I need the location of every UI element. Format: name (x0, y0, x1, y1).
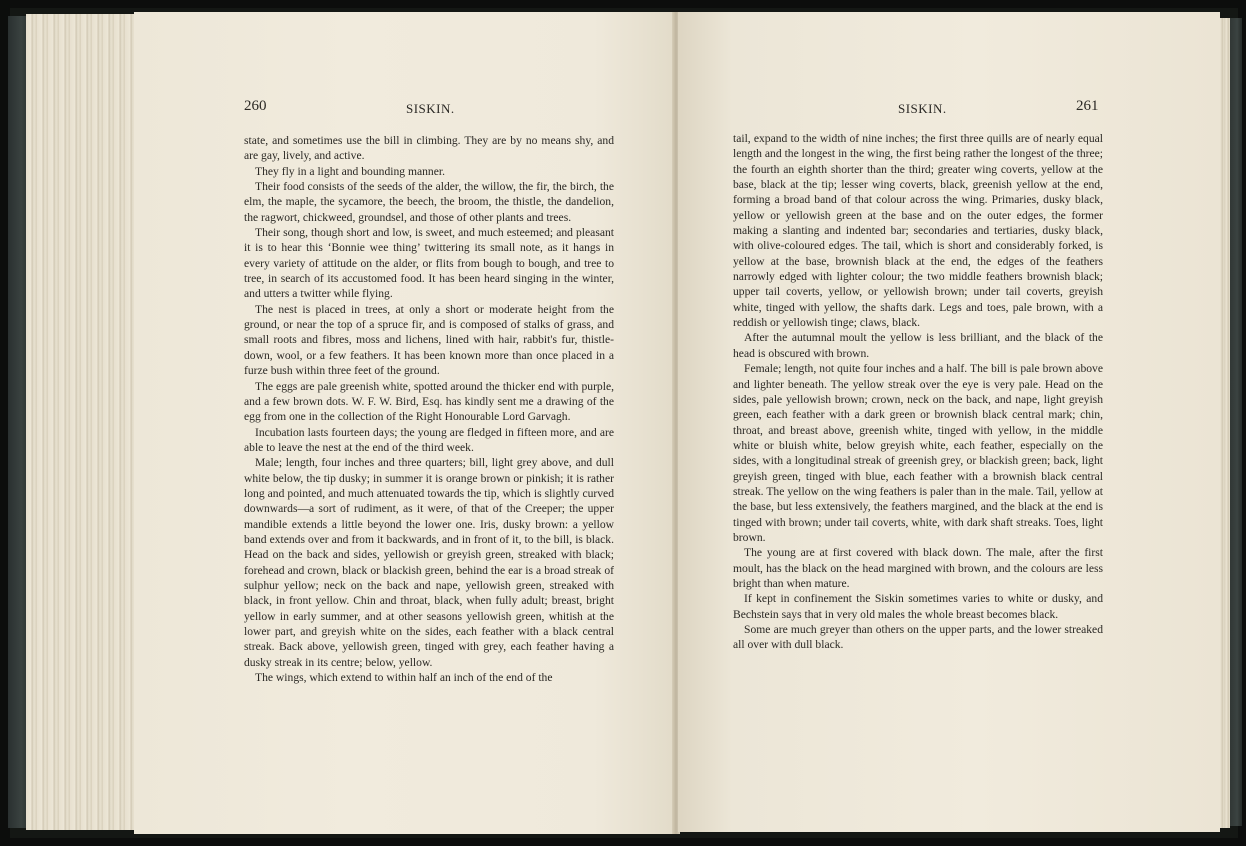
paragraph: The wings, which extend to within half an inch of the end of the (255, 671, 553, 685)
paragraph: The eggs are pale greenish white, spotted around the thicker end with purple, and a few brown dots. W. F. W. Bird, Esq. has kindly sent me a drawing of the egg from one in the collection of the Right Honourable Lord Garvagh. (244, 379, 614, 424)
paragraph: The nest is placed in trees, at only a short or moderate height from the ground, or near the top of a spruce fir, and is composed of stalks of grass, and small roots and fibres, moss and lichens, lined with hair, rabbit's fur, thistle-down, wool, or a few feathers. It has been known more than once placed in a furze bush within three feet of the ground. (244, 302, 614, 378)
paragraph: They fly in a light and bounding manner. (255, 164, 445, 178)
right-page-number: 261 (1076, 98, 1099, 114)
left-page-stack (26, 14, 138, 830)
paragraph: After the autumnal moult the yellow is less brilliant, and the black of the head is obscured with brown. (733, 331, 1103, 360)
paragraph: Incubation lasts fourteen days; the young are fledged in fifteen more, and are able to leave the nest at the end of the third week. (244, 425, 614, 454)
right-page-body (733, 131, 1103, 653)
paragraph: Male; length, four inches and three quarters; bill, light grey above, and dull white below, the tip dusky; in summer it is orange brown or pinkish; it is rather long and pointed, and much attenuated towards the tip, which is slightly curved downwards—a sort of rudiment, as it were, of that of the Creeper; the upper mandible extends a little beyond the lower one. Iris, dusky brown: a yellow band extends over and from it backwards, and in front of it, to the bill, is black. Head on the back and sides, yellowish or greyish green, streaked with black; forehead and crown, black or blackish green, behind the ear is a broad streak of sulphur yellow; neck on the back and nape, yellowish green, streaked with black, in front yellow. Chin and throat, black, when fully adult; breast, bright yellow in early summer, and at other seasons yellowish green, whitish at the lower part, and greyish white on the sides, each feather with a black central streak. Back above, yellowish green, tinged with grey, each feather having a dusky streak in its centre; below, yellow. (244, 456, 614, 669)
paragraph: state, and sometimes use the bill in climbing. They are by no means shy, and are gay, lively, and active. (244, 134, 614, 163)
paragraph: Female; length, not quite four inches and a half. The bill is pale brown above and lighter beneath. The yellow streak over the eye is very pale. Head on the sides, pale yellowish brown; crown, neck on the back, and nape, light greyish green, each feather with a dark green or brownish black central mark; chin, throat, and breast above, greenish white, tinged with yellow, in the middle white or bluish white, below greyish white, each feather, especially on the sides, with a longitudinal streak of greenish grey, or blackish green; back, light greyish green, tinged with blue, each feather with a brownish black central streak. The yellow on the wing feathers is paler than in the male. Tail, yellow at the base, but less extensively, the feathers margined, and the black at the end is tinged with brown; under tail coverts, white, with dark shaft streaks. Toes, light brown. (733, 362, 1103, 544)
left-page-body (244, 133, 614, 685)
left-page-number: 260 (244, 98, 267, 114)
left-running-head: SISKIN. (406, 101, 455, 116)
right-page (678, 12, 1220, 832)
paragraph: If kept in confinement the Siskin sometimes varies to white or dusky, and Bechstein says that in very old males the whole breast becomes black. (733, 592, 1103, 621)
right-running-head: SISKIN. (898, 101, 947, 116)
paragraph: Their food consists of the seeds of the alder, the willow, the fir, the birch, the elm, the maple, the sycamore, the beech, the broom, the thistle, the dandelion, the ragwort, chickweed, groundsel, and those of other plants and trees. (244, 180, 614, 224)
paragraph: The young are at first covered with black down. The male, after the first moult, has the black on the head margined with brown, and the colours are less bright than when mature. (733, 546, 1103, 590)
left-page (134, 12, 676, 834)
paragraph: tail, expand to the width of nine inches; the first three quills are of nearly equal length and the longest in the wing, the first being rather the longest of the three; the fourth an eighth shorter than the third; greater wing coverts, yellow at the base, black at the tip; lesser wing coverts, black, greenish yellow at the end, forming a broad band of that colour across the wing. Primaries, dusky black, yellow or yellowish green at the base and on the outer edges, the former making a slanting and indented bar; secondaries and tertiaries, dusky black, with olive-coloured edges. The tail, which is short and considerably forked, is yellow at the base, brownish black at the end, the edges of the feathers narrowly edged with lighter colour; the two middle feathers brownish black; upper tail coverts, yellow, or yellowish brown; under tail coverts, greyish white, tinged with yellow, the shafts dark. Legs and toes, pale brown, with a reddish or yellowish tinge; claws, black. (733, 132, 1103, 330)
paragraph: Their song, though short and low, is sweet, and much esteemed; and pleasant it is to hear this ‘Bonnie wee thing’ twittering its small note, as it hangs in every variety of attitude on the alder, or flits from bough to bough, and tree to tree, in search of its accustomed food. It has been heard singing in the winter, and utters a twitter while flying. (244, 226, 614, 301)
paragraph: Some are much greyer than others on the upper parts, and the lower streaked all over with dull black. (733, 623, 1103, 652)
